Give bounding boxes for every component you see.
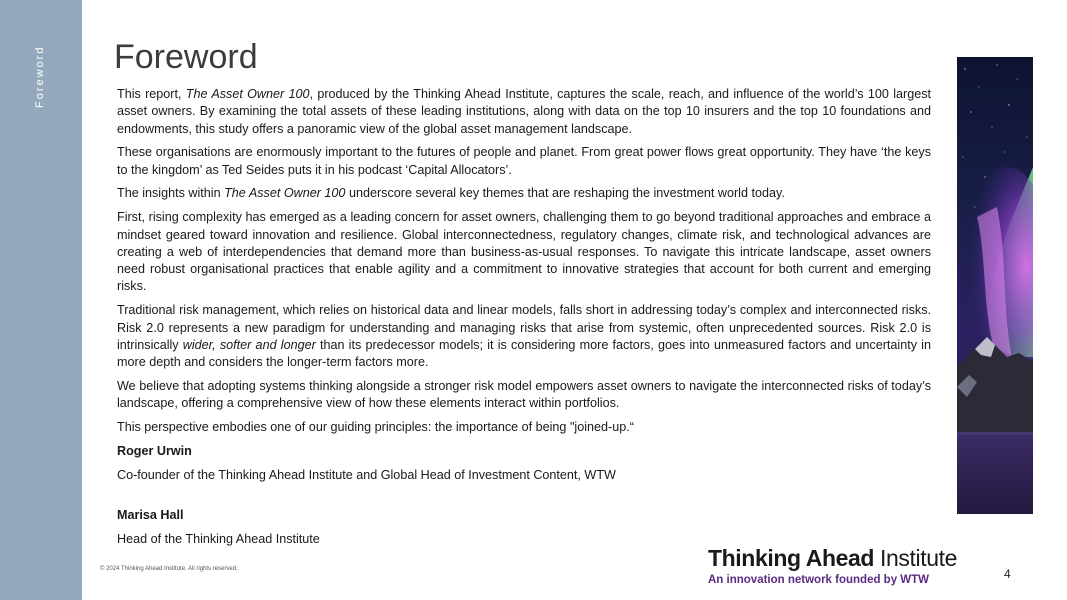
paragraph-7: This perspective embodies one of our guiding principles: the importance of being "joined-up.“ xyxy=(117,420,634,435)
signatory-2 xyxy=(117,507,931,548)
report-title-italic: The Asset Owner 100 xyxy=(185,87,310,101)
signatory-name: Marisa Hall xyxy=(117,508,184,523)
aurora-mountain-image xyxy=(957,57,1033,514)
page-title: Foreword xyxy=(114,38,258,76)
logo-tagline: An innovation network founded by WTW xyxy=(708,574,930,586)
paragraph-5: Traditional risk management, which relies on historical data and linear models, falls short in addressing today’s complex and interconnected risks. Risk 2.0 represents a new paradigm for understanding and managing risks that arise from systemic, often unprecedented sources. Risk 2.0 is intrinsically wider, softer and longer than its predecessor models; it is considering more factors, goes into unmeasured factors and uncertainty in more depth and considers the longer-term factors more. xyxy=(117,303,931,370)
sidebar-section-label: Foreword xyxy=(34,45,46,108)
paragraph-2: These organisations are enormously important to the futures of people and planet. From great power flows great opportunity. They have ‘the keys to the kingdom’ as Ted Seides puts it in his podcast ‘Capital Allocators’. xyxy=(117,145,931,177)
paragraph-4: First, rising complexity has emerged as a leading concern for asset owners, challenging them to go beyond traditional approaches and embrace a mindset geared toward innovation and resilience. Global interconnectedness, regulatory changes, climate risk, and technological advances are creating a web of interdependencies that demand more than business-as-usual responses. To navigate this intricate landscape, asset owners need robust organisational practices that enable agility and a commitment to innovative strategies that account for both current and emerging risks. xyxy=(117,210,931,294)
paragraph-3: The insights within The Asset Owner 100 underscore several key themes that are reshaping the investment world today. xyxy=(117,186,785,201)
page-number: 4 xyxy=(1004,567,1011,581)
foreword-body xyxy=(117,86,931,555)
institute-logo: Thinking Ahead Institute xyxy=(708,545,957,571)
sidebar xyxy=(0,0,82,600)
paragraph-6: We believe that adopting systems thinking alongside a stronger risk model empowers asset owners to navigate the interconnected risks of today’s landscape, offering a comprehensive view of how these elements interact within portfolios. xyxy=(117,378,931,411)
copyright-footer: © 2024 Thinking Ahead Institute. All rights reserved. xyxy=(100,566,238,572)
signatory-1 xyxy=(117,443,931,484)
signatory-role: Head of the Thinking Ahead Institute xyxy=(117,532,320,547)
signatory-role: Co-founder of the Thinking Ahead Institute and Global Head of Investment Content, WTW xyxy=(117,467,616,482)
signatory-name: Roger Urwin xyxy=(117,443,192,458)
report-title-italic: The Asset Owner 100 xyxy=(224,186,346,201)
emphasis-italic: wider, softer and longer xyxy=(182,337,316,352)
paragraph-1: This report, The Asset Owner 100, produced by the Thinking Ahead Institute, captures the scale, reach, and influence of the world’s 100 largest asset owners. By examining the total assets of these leading institutions, along with data on the top 10 insurers and the top 10 foundations and endowments, this study offers a panoramic view of the global asset management landscape. xyxy=(117,87,932,136)
